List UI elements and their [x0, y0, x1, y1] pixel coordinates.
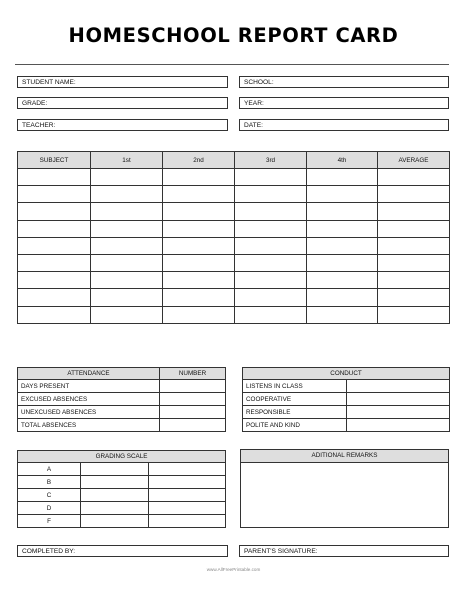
header-average: AVERAGE — [378, 152, 450, 169]
grade-cell[interactable] — [378, 306, 450, 323]
completed-by-field[interactable]: COMPLETED BY: — [17, 545, 228, 557]
table-row — [18, 203, 450, 220]
attendance-number-cell[interactable] — [160, 419, 226, 432]
grading-scale-header-row — [18, 451, 226, 463]
grade-cell[interactable] — [235, 220, 307, 237]
grade-cell[interactable] — [307, 254, 378, 271]
grade-letter: D — [18, 502, 81, 515]
grade-cell[interactable] — [307, 289, 378, 306]
grade-cell[interactable] — [378, 254, 450, 271]
header-1st: 1st — [91, 152, 163, 169]
attendance-number-cell[interactable] — [160, 406, 226, 419]
scale-desc-cell[interactable] — [149, 476, 226, 489]
grade-cell[interactable] — [163, 220, 235, 237]
grade-cell[interactable] — [91, 306, 163, 323]
table-row — [18, 272, 450, 289]
table-row — [18, 237, 450, 254]
grade-cell[interactable] — [91, 254, 163, 271]
subject-cell[interactable] — [18, 254, 91, 271]
grade-cell[interactable] — [307, 203, 378, 220]
grade-cell[interactable] — [163, 186, 235, 203]
date-field[interactable]: DATE: — [239, 119, 449, 131]
table-row — [18, 186, 450, 203]
subject-cell[interactable] — [18, 169, 91, 186]
grade-field[interactable]: GRADE: — [17, 97, 228, 109]
grade-cell[interactable] — [163, 237, 235, 254]
grade-cell[interactable] — [235, 237, 307, 254]
grade-cell[interactable] — [378, 203, 450, 220]
table-row — [18, 306, 450, 323]
scale-range-cell[interactable] — [81, 515, 149, 528]
grade-cell[interactable] — [163, 289, 235, 306]
grade-cell[interactable] — [91, 169, 163, 186]
grade-cell[interactable] — [235, 272, 307, 289]
grading-scale-header: GRADING SCALE — [18, 451, 226, 463]
table-row — [18, 489, 226, 502]
page-title: HOMESCHOOL REPORT CARD — [68, 24, 399, 47]
grade-cell[interactable] — [378, 186, 450, 203]
conduct-header-row — [243, 368, 450, 380]
attendance-table — [17, 367, 226, 432]
table-row — [18, 220, 450, 237]
attendance-number-cell[interactable] — [160, 393, 226, 406]
grade-cell[interactable] — [163, 169, 235, 186]
table-row — [18, 289, 450, 306]
scale-range-cell[interactable] — [81, 476, 149, 489]
scale-range-cell[interactable] — [81, 463, 149, 476]
grade-cell[interactable] — [307, 306, 378, 323]
grade-letter: A — [18, 463, 81, 476]
conduct-header: CONDUCT — [243, 368, 450, 380]
subject-cell[interactable] — [18, 306, 91, 323]
scale-range-cell[interactable] — [81, 489, 149, 502]
grade-cell[interactable] — [163, 272, 235, 289]
grade-cell[interactable] — [378, 237, 450, 254]
conduct-label: POLITE AND KIND — [243, 419, 347, 432]
grade-cell[interactable] — [91, 272, 163, 289]
header-3rd: 3rd — [235, 152, 307, 169]
grade-cell[interactable] — [378, 289, 450, 306]
teacher-field[interactable]: TEACHER: — [17, 119, 228, 131]
table-row — [18, 380, 226, 393]
conduct-rating-cell[interactable] — [347, 406, 450, 419]
table-row — [18, 393, 226, 406]
grade-cell[interactable] — [235, 254, 307, 271]
year-field[interactable]: YEAR: — [239, 97, 449, 109]
conduct-label: LISTENS IN CLASS — [243, 380, 347, 393]
grade-cell[interactable] — [91, 237, 163, 254]
remarks-header: ADITIONAL REMARKS — [241, 450, 448, 463]
subject-cell[interactable] — [18, 272, 91, 289]
grade-cell[interactable] — [163, 203, 235, 220]
grade-cell[interactable] — [91, 186, 163, 203]
attendance-header: ATTENDANCE — [18, 368, 160, 380]
grade-cell[interactable] — [235, 186, 307, 203]
grade-cell[interactable] — [91, 203, 163, 220]
grades-body — [18, 169, 450, 324]
grade-cell[interactable] — [163, 254, 235, 271]
attendance-label: DAYS PRESENT — [18, 380, 160, 393]
grade-cell[interactable] — [378, 220, 450, 237]
header-subject: SUBJECT — [18, 152, 91, 169]
scale-range-cell[interactable] — [81, 502, 149, 515]
grade-cell[interactable] — [378, 272, 450, 289]
grade-letter: C — [18, 489, 81, 502]
table-row — [243, 419, 450, 432]
grade-cell[interactable] — [307, 220, 378, 237]
grade-cell[interactable] — [307, 186, 378, 203]
conduct-table — [242, 367, 450, 432]
grade-cell[interactable] — [235, 306, 307, 323]
attendance-label: TOTAL ABSENCES — [18, 419, 160, 432]
table-row — [243, 406, 450, 419]
table-row — [18, 463, 226, 476]
number-header: NUMBER — [160, 368, 226, 380]
conduct-rating-cell[interactable] — [347, 419, 450, 432]
table-row — [243, 380, 450, 393]
school-field[interactable]: SCHOOL: — [239, 76, 449, 88]
table-row — [18, 419, 226, 432]
title-divider — [15, 64, 449, 65]
subject-cell[interactable] — [18, 186, 91, 203]
conduct-label: COOPERATIVE — [243, 393, 347, 406]
header-2nd: 2nd — [163, 152, 235, 169]
conduct-rating-cell[interactable] — [347, 393, 450, 406]
table-row — [18, 254, 450, 271]
scale-desc-cell[interactable] — [149, 515, 226, 528]
table-row — [18, 502, 226, 515]
grades-header-row — [18, 152, 450, 169]
subject-cell[interactable] — [18, 237, 91, 254]
attendance-label: EXCUSED ABSENCES — [18, 393, 160, 406]
grade-letter: F — [18, 515, 81, 528]
parent-signature-field[interactable]: PARENT'S SIGNATURE: — [239, 545, 449, 557]
grade-cell[interactable] — [307, 237, 378, 254]
conduct-label: RESPONSIBLE — [243, 406, 347, 419]
grade-cell[interactable] — [235, 289, 307, 306]
grades-table — [17, 151, 450, 324]
attendance-label: UNEXCUSED ABSENCES — [18, 406, 160, 419]
table-row — [18, 406, 226, 419]
grading-scale-table — [17, 450, 226, 528]
attendance-header-row — [18, 368, 226, 380]
scale-desc-cell[interactable] — [149, 489, 226, 502]
table-row — [18, 515, 226, 528]
subject-cell[interactable] — [18, 220, 91, 237]
grade-cell[interactable] — [235, 203, 307, 220]
footer-url: www.AllFreePrintable.com — [206, 567, 261, 572]
grade-cell[interactable] — [91, 220, 163, 237]
grade-cell[interactable] — [307, 169, 378, 186]
grade-cell[interactable] — [163, 306, 235, 323]
conduct-rating-cell[interactable] — [347, 380, 450, 393]
student-name-field[interactable]: STUDENT NAME: — [17, 76, 228, 88]
subject-cell[interactable] — [18, 203, 91, 220]
table-row — [243, 393, 450, 406]
header-4th: 4th — [307, 152, 378, 169]
grade-cell[interactable] — [307, 272, 378, 289]
attendance-number-cell[interactable] — [160, 380, 226, 393]
scale-desc-cell[interactable] — [149, 463, 226, 476]
table-row — [18, 476, 226, 489]
grade-cell[interactable] — [378, 169, 450, 186]
grade-letter: B — [18, 476, 81, 489]
grade-cell[interactable] — [235, 169, 307, 186]
remarks-box[interactable] — [240, 449, 449, 528]
subject-cell[interactable] — [18, 289, 91, 306]
scale-desc-cell[interactable] — [149, 502, 226, 515]
table-row — [18, 169, 450, 186]
grade-cell[interactable] — [91, 289, 163, 306]
